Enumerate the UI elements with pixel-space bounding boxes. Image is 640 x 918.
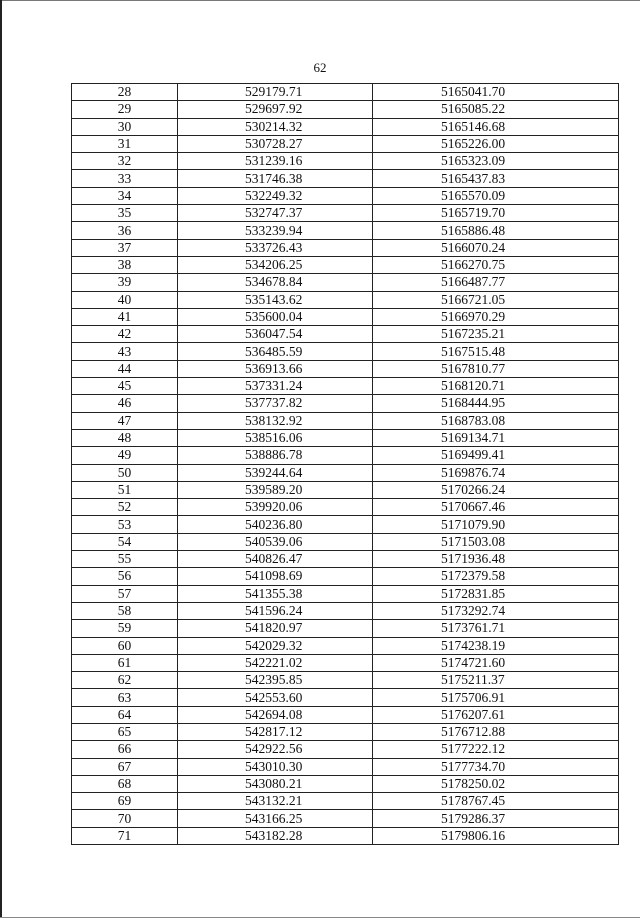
scan-edge-top [0,0,640,1]
point-number-cell: 54 [72,533,178,550]
point-number-cell: 70 [72,810,178,827]
point-number-cell: 53 [72,516,178,533]
y-coordinate-cell: 5178250.02 [373,775,619,792]
point-number-cell: 50 [72,464,178,481]
point-number-cell: 42 [72,326,178,343]
y-coordinate-cell: 5169134.71 [373,429,619,446]
table-row [72,741,619,758]
y-coordinate-cell: 5165146.68 [373,118,619,135]
point-number-cell: 47 [72,412,178,429]
x-coordinate-cell: 536913.66 [178,360,373,377]
y-coordinate-cell: 5171503.08 [373,533,619,550]
y-coordinate-cell: 5174721.60 [373,654,619,671]
point-number-cell: 35 [72,205,178,222]
y-coordinate-cell: 5179286.37 [373,810,619,827]
point-number-cell: 56 [72,568,178,585]
y-coordinate-cell: 5173761.71 [373,620,619,637]
point-number-cell: 49 [72,447,178,464]
y-coordinate-cell: 5167235.21 [373,326,619,343]
y-coordinate-cell: 5166721.05 [373,291,619,308]
y-coordinate-cell: 5178767.45 [373,793,619,810]
x-coordinate-cell: 529697.92 [178,101,373,118]
y-coordinate-cell: 5166270.75 [373,256,619,273]
table-row [72,481,619,498]
x-coordinate-cell: 536485.59 [178,343,373,360]
table-row [72,568,619,585]
point-number-cell: 63 [72,689,178,706]
x-coordinate-cell: 533726.43 [178,239,373,256]
point-number-cell: 28 [72,84,178,101]
point-number-cell: 55 [72,551,178,568]
y-coordinate-cell: 5177734.70 [373,758,619,775]
table-row [72,723,619,740]
table-row [72,602,619,619]
x-coordinate-cell: 537737.82 [178,395,373,412]
table-row [72,291,619,308]
page-number: 62 [313,60,327,75]
y-coordinate-cell: 5165570.09 [373,187,619,204]
point-number-cell: 32 [72,153,178,170]
table-row [72,326,619,343]
x-coordinate-cell: 542817.12 [178,723,373,740]
y-coordinate-cell: 5170667.46 [373,499,619,516]
table-row [72,205,619,222]
table-row [72,620,619,637]
table-row [72,153,619,170]
table-row [72,810,619,827]
table-row [72,412,619,429]
point-number-cell: 71 [72,827,178,844]
x-coordinate-cell: 538886.78 [178,447,373,464]
x-coordinate-cell: 542553.60 [178,689,373,706]
table-row [72,170,619,187]
table-row [72,499,619,516]
x-coordinate-cell: 538132.92 [178,412,373,429]
point-number-cell: 59 [72,620,178,637]
point-number-cell: 66 [72,741,178,758]
x-coordinate-cell: 541098.69 [178,568,373,585]
point-number-cell: 48 [72,429,178,446]
point-number-cell: 62 [72,672,178,689]
x-coordinate-cell: 531239.16 [178,153,373,170]
y-coordinate-cell: 5167515.48 [373,343,619,360]
x-coordinate-cell: 541596.24 [178,602,373,619]
x-coordinate-cell: 537331.24 [178,378,373,395]
point-number-cell: 58 [72,602,178,619]
table-row [72,187,619,204]
point-number-cell: 60 [72,637,178,654]
point-number-cell: 33 [72,170,178,187]
y-coordinate-cell: 5171079.90 [373,516,619,533]
point-number-cell: 67 [72,758,178,775]
x-coordinate-cell: 529179.71 [178,84,373,101]
point-number-cell: 38 [72,256,178,273]
table-row [72,308,619,325]
x-coordinate-cell: 542922.56 [178,741,373,758]
x-coordinate-cell: 542029.32 [178,637,373,654]
x-coordinate-cell: 536047.54 [178,326,373,343]
y-coordinate-cell: 5175706.91 [373,689,619,706]
x-coordinate-cell: 543010.30 [178,758,373,775]
table-row [72,101,619,118]
y-coordinate-cell: 5166487.77 [373,274,619,291]
y-coordinate-cell: 5165886.48 [373,222,619,239]
point-number-cell: 65 [72,723,178,740]
y-coordinate-cell: 5176207.61 [373,706,619,723]
x-coordinate-cell: 530214.32 [178,118,373,135]
table-row [72,135,619,152]
x-coordinate-cell: 542221.02 [178,654,373,671]
table-row [72,585,619,602]
point-number-cell: 46 [72,395,178,412]
table-row [72,551,619,568]
point-number-cell: 68 [72,775,178,792]
y-coordinate-cell: 5167810.77 [373,360,619,377]
y-coordinate-cell: 5166970.29 [373,308,619,325]
point-number-cell: 36 [72,222,178,239]
x-coordinate-cell: 532249.32 [178,187,373,204]
point-number-cell: 31 [72,135,178,152]
x-coordinate-cell: 543080.21 [178,775,373,792]
y-coordinate-cell: 5168783.08 [373,412,619,429]
x-coordinate-cell: 541820.97 [178,620,373,637]
y-coordinate-cell: 5165437.83 [373,170,619,187]
y-coordinate-cell: 5179806.16 [373,827,619,844]
table-row [72,689,619,706]
x-coordinate-cell: 542694.08 [178,706,373,723]
x-coordinate-cell: 541355.38 [178,585,373,602]
y-coordinate-cell: 5165085.22 [373,101,619,118]
table-row [72,256,619,273]
coordinates-table [71,83,619,845]
y-coordinate-cell: 5175211.37 [373,672,619,689]
x-coordinate-cell: 534206.25 [178,256,373,273]
y-coordinate-cell: 5169499.41 [373,447,619,464]
point-number-cell: 69 [72,793,178,810]
table-row [72,118,619,135]
table-row [72,343,619,360]
scan-edge-left [0,0,2,918]
table-row [72,672,619,689]
y-coordinate-cell: 5176712.88 [373,723,619,740]
x-coordinate-cell: 534678.84 [178,274,373,291]
y-coordinate-cell: 5173292.74 [373,602,619,619]
point-number-cell: 29 [72,101,178,118]
point-number-cell: 39 [72,274,178,291]
point-number-cell: 45 [72,378,178,395]
point-number-cell: 41 [72,308,178,325]
x-coordinate-cell: 540826.47 [178,551,373,568]
point-number-cell: 34 [72,187,178,204]
x-coordinate-cell: 530728.27 [178,135,373,152]
y-coordinate-cell: 5168444.95 [373,395,619,412]
x-coordinate-cell: 543182.28 [178,827,373,844]
table-row [72,654,619,671]
table-row [72,239,619,256]
point-number-cell: 64 [72,706,178,723]
x-coordinate-cell: 539244.64 [178,464,373,481]
coordinates-table-body [72,84,619,845]
table-row [72,758,619,775]
y-coordinate-cell: 5165041.70 [373,84,619,101]
table-row [72,360,619,377]
table-row [72,447,619,464]
x-coordinate-cell: 532747.37 [178,205,373,222]
point-number-cell: 57 [72,585,178,602]
table-row [72,378,619,395]
point-number-cell: 30 [72,118,178,135]
x-coordinate-cell: 543166.25 [178,810,373,827]
table-row [72,533,619,550]
y-coordinate-cell: 5177222.12 [373,741,619,758]
y-coordinate-cell: 5170266.24 [373,481,619,498]
point-number-cell: 40 [72,291,178,308]
table-row [72,429,619,446]
table-row [72,395,619,412]
x-coordinate-cell: 542395.85 [178,672,373,689]
table-row [72,706,619,723]
point-number-cell: 43 [72,343,178,360]
table-row [72,775,619,792]
y-coordinate-cell: 5165323.09 [373,153,619,170]
x-coordinate-cell: 540539.06 [178,533,373,550]
x-coordinate-cell: 543132.21 [178,793,373,810]
table-row [72,222,619,239]
x-coordinate-cell: 539589.20 [178,481,373,498]
table-row [72,827,619,844]
x-coordinate-cell: 531746.38 [178,170,373,187]
x-coordinate-cell: 535600.04 [178,308,373,325]
table-row [72,793,619,810]
table-row [72,637,619,654]
point-number-cell: 61 [72,654,178,671]
point-number-cell: 52 [72,499,178,516]
table-row [72,464,619,481]
y-coordinate-cell: 5168120.71 [373,378,619,395]
x-coordinate-cell: 540236.80 [178,516,373,533]
y-coordinate-cell: 5174238.19 [373,637,619,654]
point-number-cell: 37 [72,239,178,256]
y-coordinate-cell: 5165226.00 [373,135,619,152]
x-coordinate-cell: 539920.06 [178,499,373,516]
table-row [72,274,619,291]
point-number-cell: 44 [72,360,178,377]
y-coordinate-cell: 5171936.48 [373,551,619,568]
x-coordinate-cell: 535143.62 [178,291,373,308]
table-row [72,516,619,533]
y-coordinate-cell: 5166070.24 [373,239,619,256]
y-coordinate-cell: 5169876.74 [373,464,619,481]
point-number-cell: 51 [72,481,178,498]
y-coordinate-cell: 5172831.85 [373,585,619,602]
x-coordinate-cell: 533239.94 [178,222,373,239]
y-coordinate-cell: 5165719.70 [373,205,619,222]
x-coordinate-cell: 538516.06 [178,429,373,446]
table-row [72,84,619,101]
y-coordinate-cell: 5172379.58 [373,568,619,585]
